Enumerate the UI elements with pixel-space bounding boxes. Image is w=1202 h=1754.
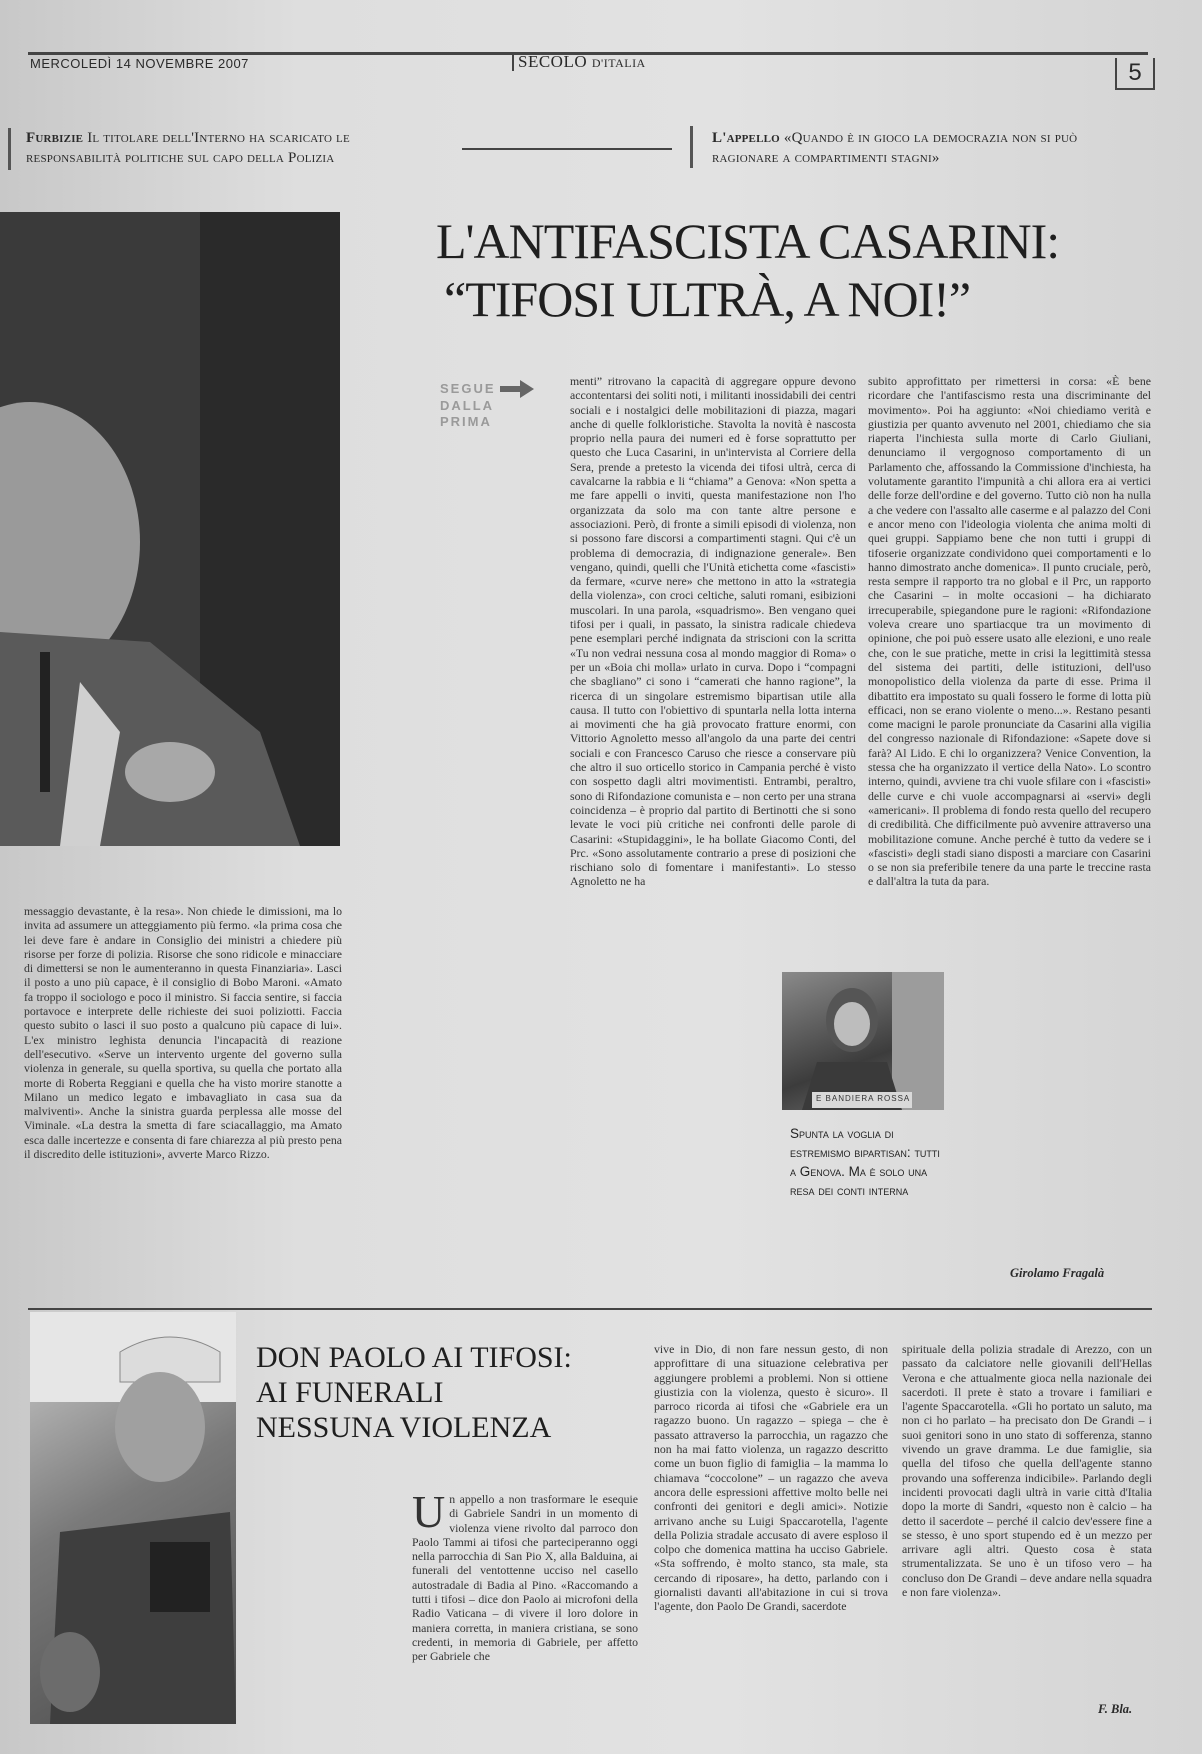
issue-date: MERCOLEDÌ 14 NOVEMBRE 2007 xyxy=(30,56,249,71)
kicker-right xyxy=(712,128,1132,168)
kicker-left xyxy=(26,128,446,168)
paper-title: SECOLO xyxy=(512,52,587,71)
kicker-left-label: Furbizie xyxy=(26,130,84,146)
banner-sign: E BANDIERA ROSSA xyxy=(816,1094,911,1103)
kicker-right-label: L'appello xyxy=(712,130,780,146)
article2-column-1-text: n appello a non trasformare le esequie di Gabriele Sandri in un momento di violenza viene rivolto dal parroco don Paolo Tammi ai tifosi che parteciperanno oggi nella parrocchia di San Pio X, alla Balduina, ai funerali del ventottenne ucciso nel casello autostradale di Badia al Pino. «Raccomando a tutti i tifosi – dice don Paolo ai microfoni della Radio Vaticana – di vivere il loro dolore in maniera corretta, in maniera cristiana, se sono credenti, in memoria di Gabriele, per affetto per Gabriele che xyxy=(412,1492,638,1664)
priest-photo xyxy=(30,1312,236,1724)
segue-word1: SEGUE xyxy=(440,381,496,396)
casarini-figure xyxy=(782,972,944,1110)
politician-figure xyxy=(0,212,340,846)
article2-headline xyxy=(256,1340,656,1445)
priest-figure xyxy=(30,1312,236,1724)
politician-photo xyxy=(0,212,340,846)
article1-headline-line2: “TIFOSI ULTRÀ, A NOI!” xyxy=(444,271,971,327)
article1-column-3-text: subito approfittato per rimettersi in corsa: «È bene ricordare che l'antifascismo resta una discriminante del movimento». Poi ha aggiunto: «Noi chiediamo verità e giustizia per quanto avvenuto nel 2001, chiediamo che sia riaperta l'inchiesta sulla morte di Carlo Giuliani, denunciamo il vergognoso comportamento di un Parlamento che, affossando la Commissione d'inchiesta, ha volutamente garantito l'impunità a chi allora era ai vertici delle forze dell'ordine e del governo. Tutto ciò non ha nulla a che vedere con l'assalto alle caserme e al palazzo del Coni e ancor meno con l'ideologia violenta che anima molti di quei gruppi. Sappiamo bene che non tutti i gruppi di tifoserie organizzate condividono quei comportamenti e lo hanno dimostrato anche domenica». Il punto cruciale, però, resta sempre il rapporto tra no global e il Prc, un rapporto che Casarini – in molte occasioni – ha dichiarato irrecuperabile, spiegandone pure le ragioni: «Rifondazione voleva creare uno spartiacque tra un movimento di opinione, che poi può essere usato alle elezioni, e uno reale che, con le sue pratiche, mette in crisi la legittimità stessa del sistema dei partiti, delle istituzioni, dell'uso monopolistico della violenza da parte di esse. Prima il dibattito era impostato su quali fossero le forme di lotta più efficaci, non se erano violente o meno...». Restano pesanti come macigni le parole pronunciate da Casarini alla vigilia del congresso nazionale di Rifondazione: «Sapete dove si farà? Al Lido. E chi lo organizzera? Venice Convention, la stessa che ha organizzato il vertice della Nato». Lo scontro interno, quindi, avviene tra chi vuole sfilare con i «fascisti» delle curve e chi vuole accompagnarsi ai «servi» degli «americani». Il problema di fondo resta quello del recupero di credibilità. Che difficilmente può avvenire attraverso una mobilitazione comune. Anche perché è tutto da vedere se i «fascisti» degli stadi siano disposti a marciare con Casarini o se non sia preferibile tenere da una parte le treccine rasta e dall'altra la tuta da para. xyxy=(868,374,1151,889)
article2-column-1 xyxy=(412,1492,638,1724)
article2-headline-line1: DON PAOLO AI TIFOSI: xyxy=(256,1341,572,1374)
casarini-photo xyxy=(782,972,944,1110)
casarini-photo-caption: Spunta la voglia di estremismo bipartisan: tutti a Genova. Ma è solo una resa dei conti interna xyxy=(790,1126,940,1198)
kicker-right-text: «Quando è in gioco la democrazia non si può ragionare a compartimenti stagni» xyxy=(712,130,1078,166)
kicker-left-text: Il titolare dell'Interno ha scaricato le responsabilità politiche sul capo della Polizia xyxy=(26,130,350,166)
newspaper-name xyxy=(512,52,646,72)
article1-column-3a xyxy=(868,374,1151,950)
article2-headline-line3: NESSUNA VIOLENZA xyxy=(256,1411,552,1444)
kicker-bar-left xyxy=(8,128,11,170)
segue-marker xyxy=(440,380,550,430)
article2-column-3: spirituale della polizia stradale di Arezzo, con un passato da calciatore nelle giovanili dell'Hellas Verona e che attualmente gioca nella nazionale dei sacerdoti. Il prete è stato a trovare i familiari e l'agente Spaccarotella. «Gli ho portato un saluto, ma non ci ho parlato – ha precisato don De Grandi – i suoi genitori sono in uno stato di sofferenza, stanno vivendo un grave dramma. Le due famiglie, sia quella del tifoso che quella dell'agente stanno provando una sofferenza indicibile». Parlando degli incidenti provocati dagli ultrà in varie città d'Italia dopo la morte di Sandri, «questo non è calcio – ha detto il sacerdote – perché il calcio dev'essere fine a se stesso, è uno sport stupendo ed è un mezzo per arrivare agli altri. Questo cosa è stata strumentalizzata. Se uno è un tifoso vero – ha concluso don De Grandi – deve andare nella squadra e non fare violenza». xyxy=(902,1342,1152,1600)
article1-headline xyxy=(436,212,1156,328)
arrow-right-icon xyxy=(500,380,534,398)
article1-column-3b xyxy=(954,960,1151,1264)
segue-line1 xyxy=(440,380,550,398)
article2-author: F. Bla. xyxy=(1098,1702,1133,1716)
article2-dropcap: U xyxy=(412,1492,446,1537)
kicker-divider xyxy=(462,148,672,150)
paper-suffix: D'ITALIA xyxy=(591,56,646,70)
article1-author: Girolamo Fragalà xyxy=(1010,1266,1105,1280)
segue-word2: DALLA xyxy=(440,398,495,413)
article1-left-column: messaggio devastante, è la resa». Non chiede le dimissioni, ma lo invita ad assumere un atteggiamento più fermo. «la prima cosa che lei deve fare è andare in Consiglio dei ministri a chiedere più risorse per forze di polizia. Risorse che sono ridicole e minacciare di dimettersi se non le aumenteranno in questa Finanziaria». Lasci il posto a uno più capace, è il consiglio di Bobo Maroni. «Amato fa troppo il sociologo e poco il ministro. Si faccia sentire, si faccia portavoce e interprete delle richieste dei suoi poliziotti. Faccia questo subito o lasci il suo posto a qualcuno più capace di lui». L'ex ministro leghista denuncia l'incapacità di reazione dell'esecutivo. «Serve un intervento urgente del governo sulla violenza in generale, su quella sportiva, su quella che portato alla morte di Roberta Reggiani e quella che ha visto morire stanotte a Milano un medico legato e imbavagliato in casa sua da malviventi». Anche la sinistra guarda perplessa alle mosse del Viminale. «La destra la smetta di fare sciacallaggio, ma Amato esca dalle incertezze e consenta di fare chiarezza al più presto pena il discredito delle istituzioni», avverte Marco Rizzo. xyxy=(24,904,342,1162)
page-number: 5 xyxy=(1115,58,1155,90)
article1-headline-line1: L'ANTIFASCISTA CASARINI: xyxy=(436,213,1060,269)
segue-word3: PRIMA xyxy=(440,414,492,429)
article2-column-2: vive in Dio, di non fare nessun gesto, di non approfittare di una situazione celebrativa per aggiungere problemi a problemi. Non si ottiene giustizia con la violenza, questo è sicuro». Il parroco ricorda ai tifosi che «Gabriele era un ragazzo buono. Un ragazzo – spiega – che è passato attraverso la parrocchia, un ragazzo che non ha mai fatto violenza, un ragazzo descritto come un buon figlio di famiglia – la mamma lo chiamava “coccolone” – un ragazzo che aveva ancora delle espressioni affettive molto belle nei confronti dei genitori e degli amici». Notizie arrivano anche su Luigi Spaccarotella, l'agente della Polizia stradale accusato di avere esploso il colpo che domenica mattina ha ucciso Gabriele. «Sta soffrendo, è molto stanco, sta male, sta cercando di riposare», ha detto, parlando con i giornalisti davanti all'abitazione in cui si trova l'agente, don Paolo De Grandi, sacerdote xyxy=(654,1342,888,1614)
article1-column-2: menti” ritrovano la capacità di aggregare oppure devono accontentarsi dei soliti noti, i militanti inossidabili dei centri sociali e i nostalgici delle mobilitazioni di piazza, magari anche di quelle folkloristiche. Stavolta la novità è nascosta proprio nella paura dei numeri ed è forse soprattutto per questo che Luca Casarini, in un'intervista al Corriere della Sera, prende a pretesto la vicenda dei tifosi ultrà, cerca di cavalcarne la rabbia e li “chiama” a Genova: «Non spetta a me fare appelli o inviti, questa manifestazione non l'ho organizzata da solo ma con tante altre persone e associazioni. Però, di fronte a simili episodi di violenza, non si possono fare discorsi a compartimenti stagni. Qui c'è un problema di democrazia, di indignazione generale». Ben vengano, quindi, quelli che l'Unità etichetta come «fascisti» da fermare, «curve nere» che mettono in atto la «strategia della violenza», con croci celtiche, saluti romani, esibizioni muscolari. In una parola, «squadrismo». Ben vengano quei tifosi per i quali, in passato, la sinistra radicale chiedeva pene esemplari perché indignata da striscioni con la scritta «Tu non vedrai nessuna cosa al mondo maggior di Roma» o per un «Boia chi molla» urlato in curva. Dopo i “compagni che sbagliano” ci sono i “camerati che hanno ragione”, la ricerca di un singolare estremismo bipartisan utile alla causa. Il tutto con l'obiettivo di spuntarla nella lotta interna ai movimenti che ha già provocato fratture enormi, con Vittorio Agnoletto messo all'angolo da una parte dei centri sociali e con Francesco Caruso che riesce a conservare più che altro il suo orticello storico in Campania perché è visto con sospetto dagli altri movimentisti. Entrambi, peraltro, sono di Rifondazione comunista e – non certo per una strana coincidenza – è proprio dal partito di Bertinotti che si sono levate le voci più critiche nei confronti delle parole di Casarini: «Stupidaggini», le ha bollate Giacomo Conti, del Prc. «Sono assolutamente contrario a prese di posizioni che rischiano solo di fomentare i manifestanti». Lo stesso Agnoletto ne ha xyxy=(570,374,856,889)
article2-headline-line2: AI FUNERALI xyxy=(256,1376,444,1409)
kicker-bar-right xyxy=(690,126,693,168)
section-divider xyxy=(28,1308,1152,1310)
